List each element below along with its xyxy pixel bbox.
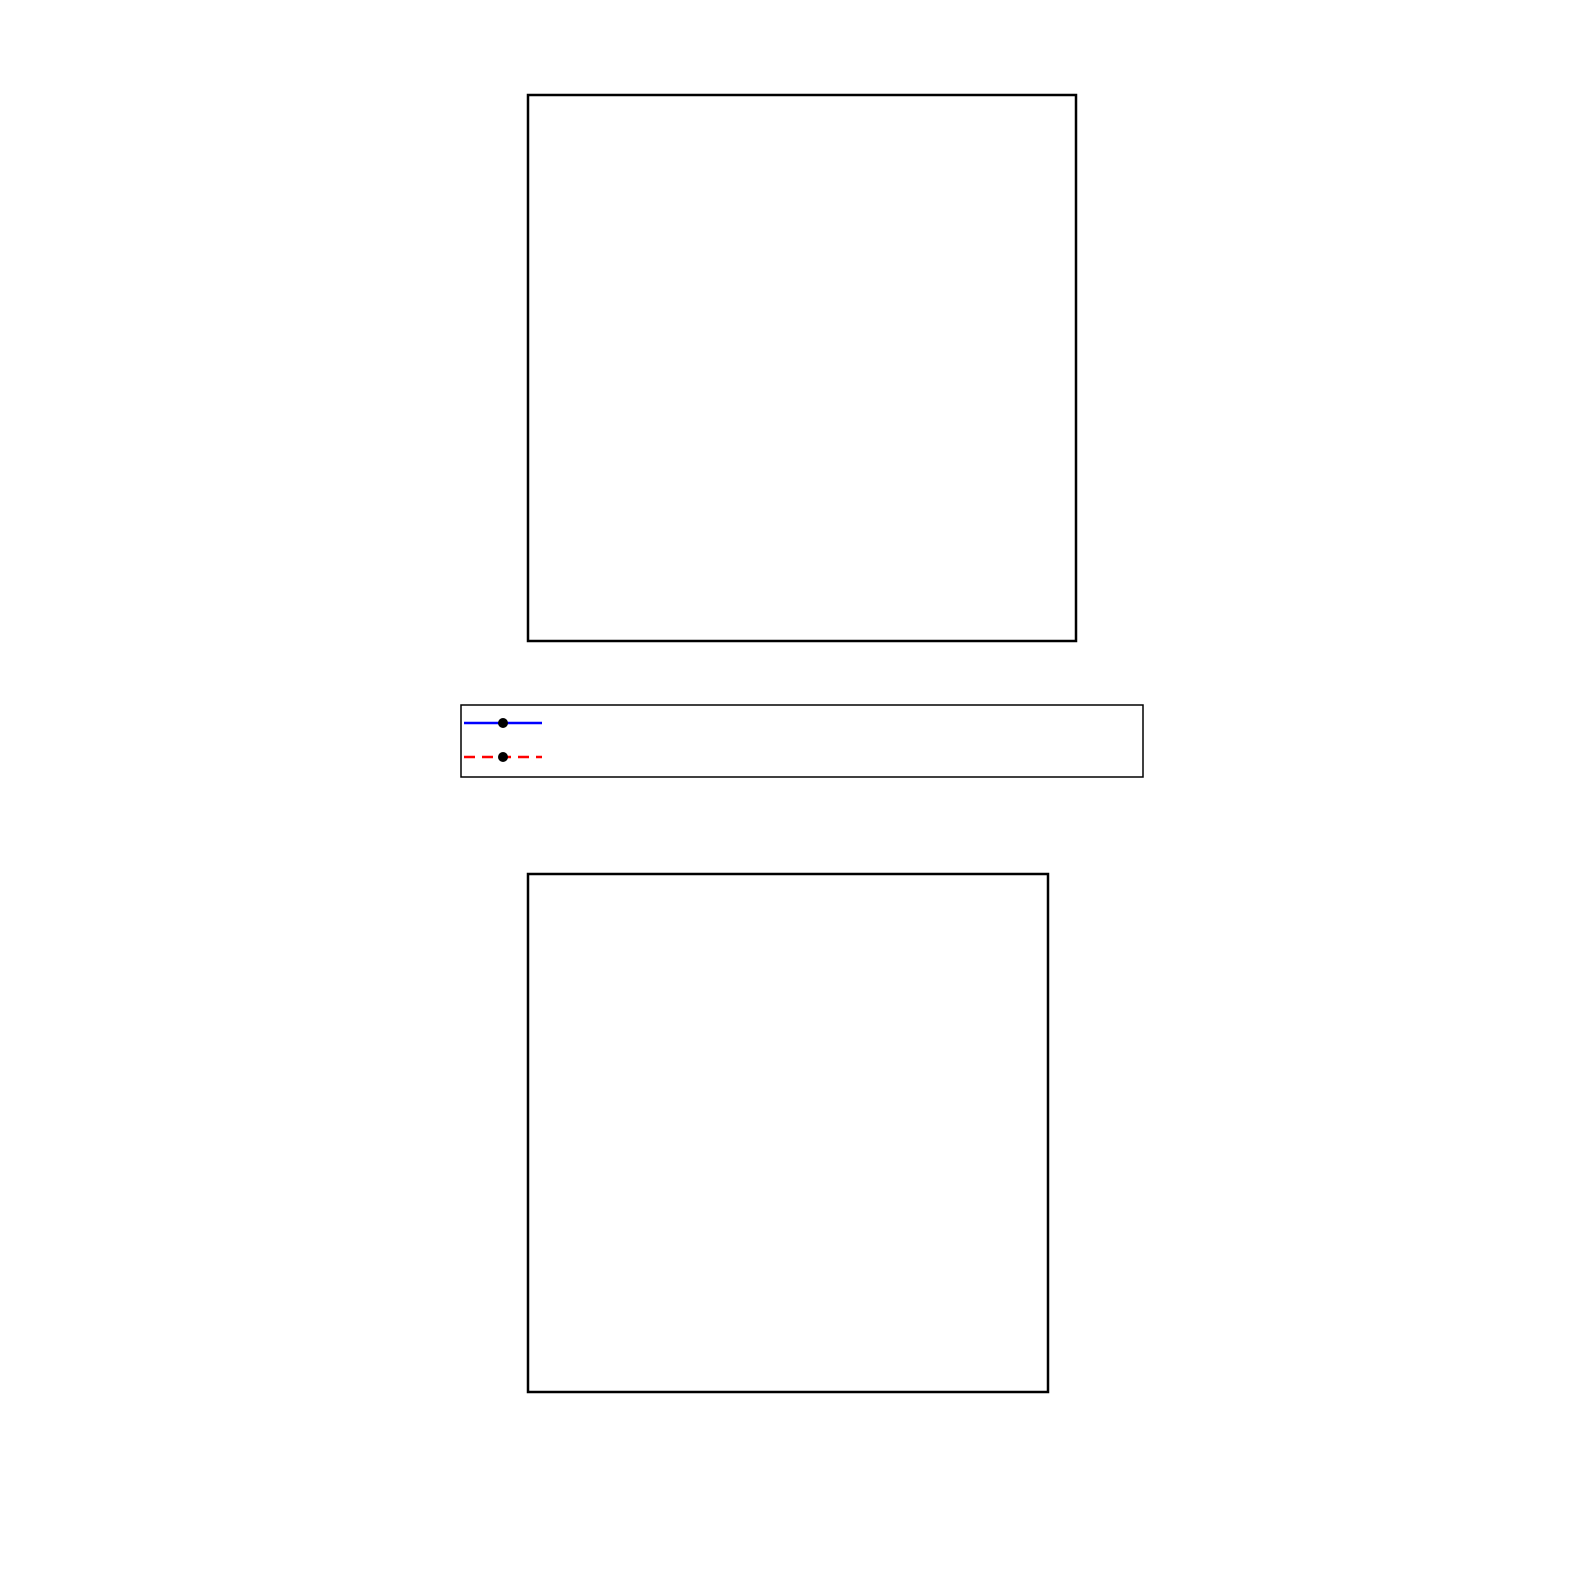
legend-marker-arm xyxy=(498,718,508,728)
difference-plot-frame xyxy=(528,874,1048,1392)
legend-box xyxy=(461,705,1143,777)
annual-cycle-chart xyxy=(528,95,1076,641)
plot-frame xyxy=(528,95,1076,641)
difference-chart xyxy=(528,874,1048,1392)
legend-marker-model xyxy=(498,752,508,762)
legend xyxy=(461,705,1143,777)
